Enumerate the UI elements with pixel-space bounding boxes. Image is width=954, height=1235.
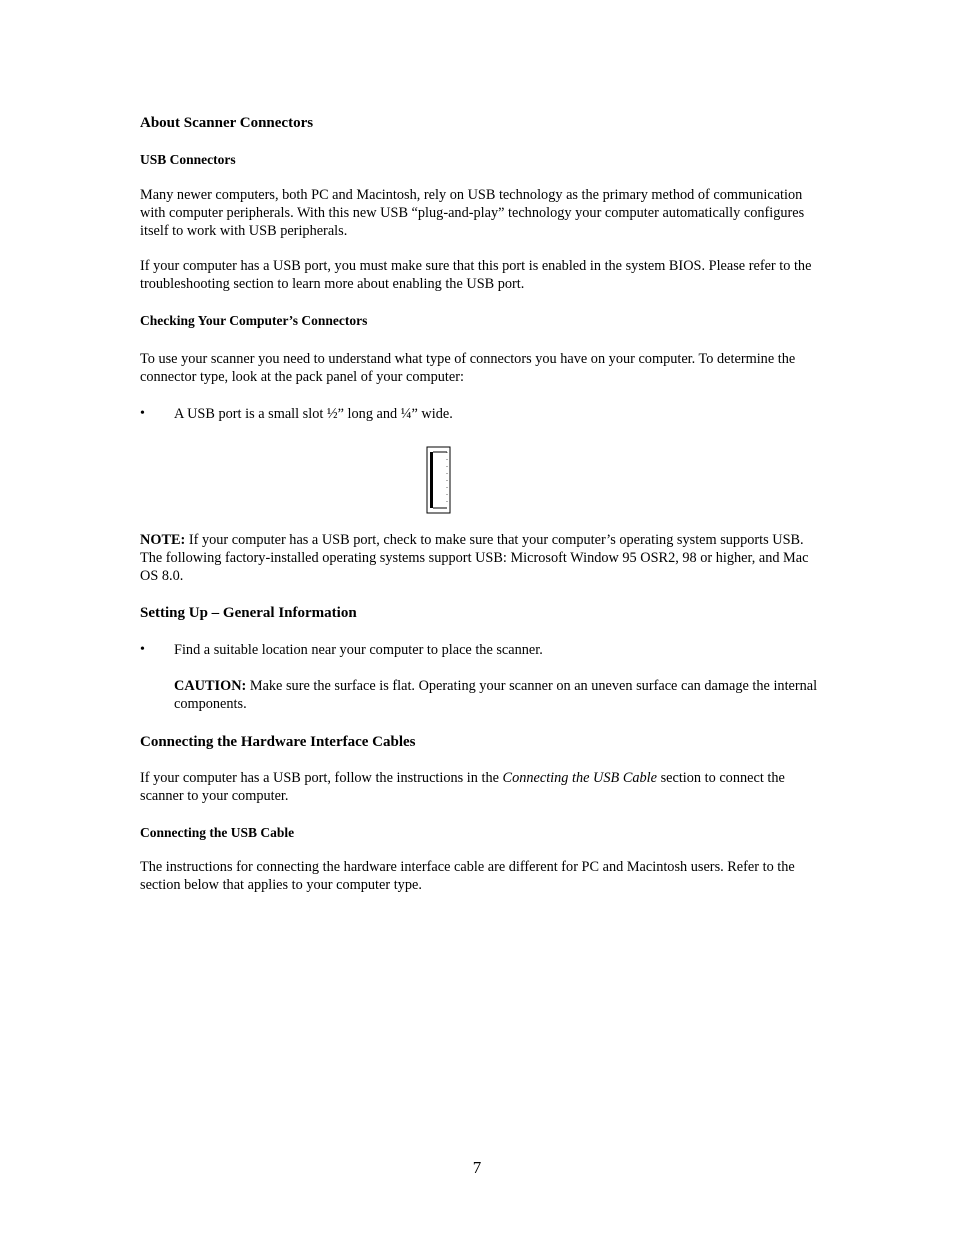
heading-usb-connectors: USB Connectors xyxy=(140,152,236,167)
link-connecting-usb-cable: Connecting the USB Cable xyxy=(502,770,657,786)
paragraph-connecting xyxy=(140,769,820,805)
paragraph-connecting-pre: If your computer has a USB port, follow the instructions in the xyxy=(140,770,503,786)
heading-about-scanner-connectors: About Scanner Connectors xyxy=(140,115,314,131)
note-label: NOTE: xyxy=(140,532,186,548)
heading-connecting-hardware: Connecting the Hardware Interface Cables xyxy=(140,734,416,750)
caution-label: CAUTION: xyxy=(174,678,247,694)
bullet-find-location: Find a suitable location near your computer to place the scanner. xyxy=(174,642,543,658)
note-paragraph xyxy=(140,531,820,585)
heading-setting-up: Setting Up – General Information xyxy=(140,605,357,621)
bullet-icon: • xyxy=(140,406,145,421)
paragraph-checking: To use your scanner you need to understand what type of connectors you have on your computer. To determine the connector type, look at the pack panel of your computer: xyxy=(140,351,796,385)
heading-checking-connectors: Checking Your Computer’s Connectors xyxy=(140,313,368,328)
heading-connecting-usb-cable: Connecting the USB Cable xyxy=(140,825,295,840)
paragraph-connecting-post: section to connect the scanner to your computer. xyxy=(140,770,785,804)
caution-text: Make sure the surface is flat. Operating your scanner on an uneven surface can damage the internal components. xyxy=(174,678,818,712)
bullet-usb-port-size: A USB port is a small slot ½” long and ¼” wide. xyxy=(174,406,453,422)
paragraph-usb-intro: Many newer computers, both PC and Macintosh, rely on USB technology as the primary method of communication with computer peripherals. With this new USB “plug-and-play” technology your computer automatically configures itself to work with USB peripherals. xyxy=(140,187,805,239)
bullet-icon: • xyxy=(140,642,145,657)
usb-port-illustration xyxy=(426,446,452,514)
page-number: 7 xyxy=(472,1158,482,1177)
note-text: If your computer has a USB port, check to make sure that your computer’s operating system supports USB. The following factory-installed operating systems support USB: Microsoft Window 95 OSR2, 98 or higher, and Mac OS 8.0. xyxy=(140,532,809,584)
caution-paragraph xyxy=(174,677,820,713)
paragraph-usb-bios: If your computer has a USB port, you must make sure that this port is enabled in the system BIOS. Please refer to the troubleshooting section to learn more about enabling the USB port. xyxy=(140,258,812,292)
paragraph-instructions: The instructions for connecting the hardware interface cable are different for PC and Macintosh users. Refer to the section below that applies to your computer type. xyxy=(140,859,795,893)
